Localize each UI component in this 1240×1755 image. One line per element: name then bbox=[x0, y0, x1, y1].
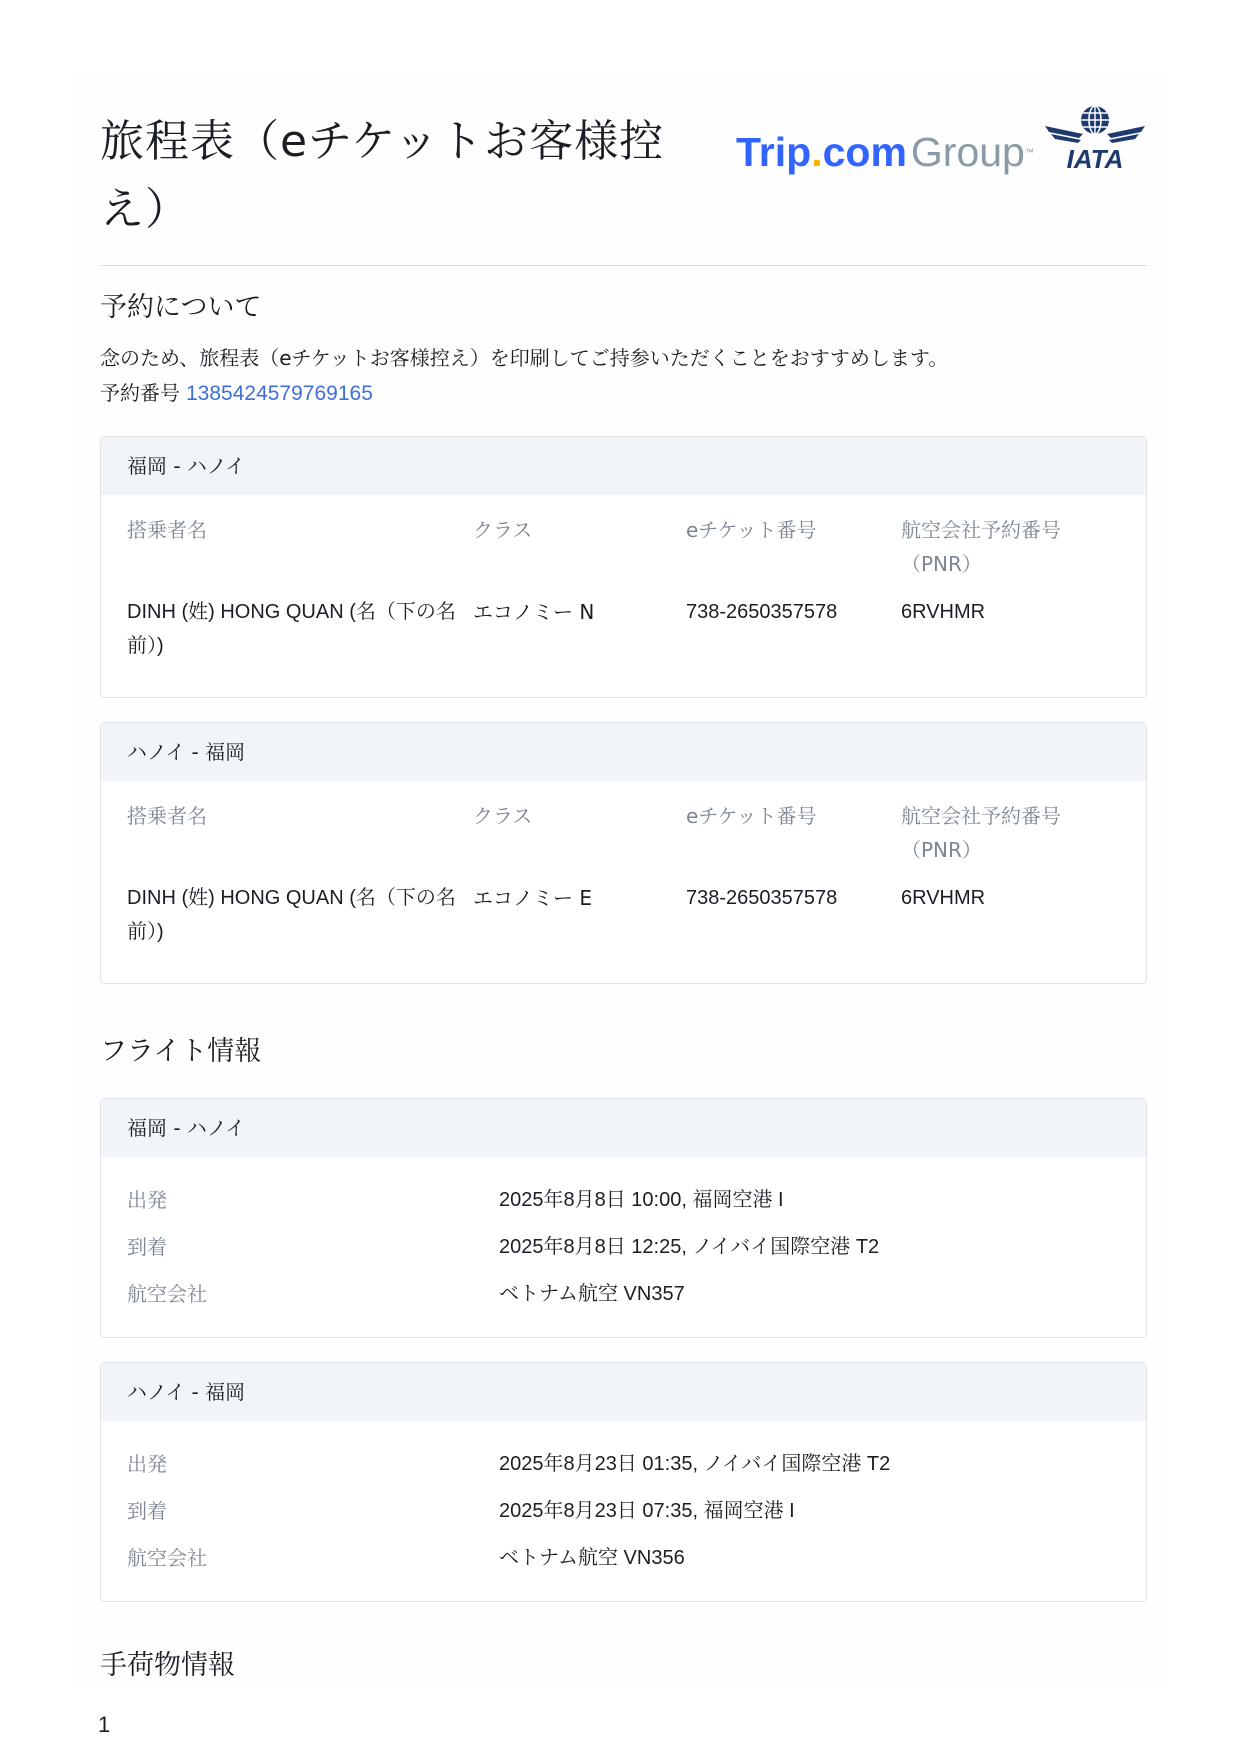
header-pnr: 航空会社予約番号（PNR） bbox=[901, 518, 1061, 576]
cabin-class: エコノミー N bbox=[473, 600, 595, 624]
header-class: クラス bbox=[473, 804, 533, 828]
passenger-table bbox=[101, 781, 1146, 981]
passenger-name: DINH (姓) HONG QUAN (名（下の名前）) bbox=[127, 887, 456, 943]
card-route: ハノイ - 福岡 bbox=[101, 723, 1146, 781]
airline-label: 航空会社 bbox=[127, 1282, 207, 1306]
booking-number-label: 予約番号 bbox=[100, 381, 180, 405]
arrival-label: 到着 bbox=[127, 1499, 167, 1523]
pnr-code: 6RVHMR bbox=[901, 601, 986, 623]
passenger-name: DINH (姓) HONG QUAN (名（下の名前）) bbox=[127, 601, 456, 657]
trip-com-group-logo: Trip.comGroup™ bbox=[736, 129, 1034, 175]
arrival-row bbox=[127, 1230, 1117, 1264]
card-route: ハノイ - 福岡 bbox=[101, 1363, 1146, 1421]
arrival-value: 2025年8月8日 12:25, ノイバイ国際空港 T2 bbox=[499, 1236, 880, 1258]
header-passenger-name: 搭乗者名 bbox=[127, 804, 207, 828]
header-passenger-name: 搭乗者名 bbox=[127, 518, 207, 542]
baggage-heading: 手荷物情報 bbox=[100, 1650, 235, 1681]
passenger-table bbox=[101, 495, 1146, 695]
print-notice: 念のため、旅程表（eチケットお客様控え）を印刷してご持参いただくことをおすすめします。 bbox=[100, 346, 949, 370]
page-title: 旅程表（eチケットお客様控え） bbox=[100, 116, 665, 235]
departure-label: 出発 bbox=[127, 1188, 167, 1212]
departure-row bbox=[127, 1447, 1117, 1481]
flight-card bbox=[100, 1098, 1147, 1338]
flight-info-heading: フライト情報 bbox=[100, 1036, 262, 1067]
arrival-value: 2025年8月23日 07:35, 福岡空港 I bbox=[499, 1500, 795, 1522]
departure-value: 2025年8月8日 10:00, 福岡空港 I bbox=[499, 1189, 784, 1211]
eticket-number: 738-2650357578 bbox=[686, 601, 838, 623]
card-route: 福岡 - ハノイ bbox=[101, 1099, 1146, 1157]
airline-label: 航空会社 bbox=[127, 1546, 207, 1570]
arrival-row bbox=[127, 1494, 1117, 1528]
card-route: 福岡 - ハノイ bbox=[101, 437, 1146, 495]
airline-row bbox=[127, 1277, 1117, 1311]
passenger-card bbox=[100, 722, 1147, 984]
booking-number-row bbox=[100, 378, 373, 409]
header-eticket: eチケット番号 bbox=[686, 518, 817, 542]
departure-label: 出発 bbox=[127, 1452, 167, 1476]
passenger-card bbox=[100, 436, 1147, 698]
iata-logo bbox=[1043, 104, 1147, 174]
header-class: クラス bbox=[473, 518, 533, 542]
cabin-class: エコノミー E bbox=[473, 886, 592, 910]
reservation-heading: 予約について bbox=[100, 292, 262, 323]
airline-value: ベトナム航空 VN356 bbox=[499, 1547, 685, 1569]
airline-value: ベトナム航空 VN357 bbox=[499, 1283, 685, 1305]
arrival-label: 到着 bbox=[127, 1235, 167, 1259]
booking-number-link[interactable]: 1385424579769165 bbox=[186, 382, 373, 405]
header-pnr: 航空会社予約番号（PNR） bbox=[901, 804, 1061, 862]
departure-row bbox=[127, 1183, 1117, 1217]
header-eticket: eチケット番号 bbox=[686, 804, 817, 828]
flight-card bbox=[100, 1362, 1147, 1602]
departure-value: 2025年8月23日 01:35, ノイバイ国際空港 T2 bbox=[499, 1453, 891, 1475]
eticket-number: 738-2650357578 bbox=[686, 887, 838, 909]
pnr-code: 6RVHMR bbox=[901, 887, 986, 909]
airline-row bbox=[127, 1541, 1117, 1575]
svg-text:IATA: IATA bbox=[1066, 144, 1124, 174]
page-number: 1 bbox=[98, 1712, 111, 1737]
document-header bbox=[100, 100, 1147, 266]
